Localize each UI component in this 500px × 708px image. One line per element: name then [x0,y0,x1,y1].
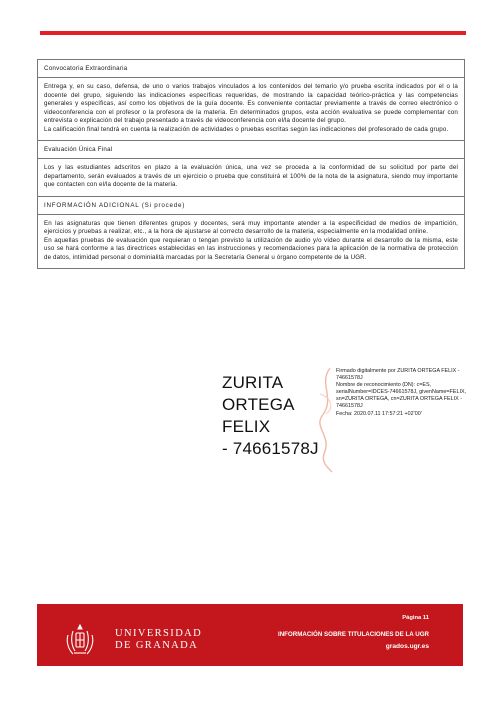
section-body-extraordinaria [38,78,464,141]
university-name-line: UNIVERSIDAD [115,628,203,639]
paragraph: La calificación final tendrá en cuenta la realización de actividades o pruebas escritas según las indicaciones del profesorado de cada grupo. [44,125,449,133]
header-rule [40,31,466,35]
footer-banner [37,604,463,666]
signature-name-line: ZURITA [222,373,284,392]
paragraph: Entrega y, en su caso, defensa, de uno o varios trabajos vinculados a los contenidos del temario y/o prueba escrita indicados por el o la docente del grupo, siguiendo las indicaciones específicas requeridas, de mostrando la capacidad teórico-práctica y las competencias generales y específicas, así como los objetivos de la guía docente. Es conveniente contactar previamente a través de correo electrónico o videoconferencia con el profesor o la profesora de la materia. En determinados grupos, esta acción evaluativa se puede complementar con entrevista o explicación del trabajo presentado a través de videoconferencia con el/la docente del grupo. [44,83,458,124]
section-heading-informacion-adicional: INFORMACIÓN ADICIONAL (Si procede) [38,197,464,215]
section-heading-extraordinaria: Convocatoria Extraordinaria [38,60,464,78]
section-heading-evaluacion-unica: Evaluación Única Final [38,141,464,159]
signature-meta-line: Fecha: 2020.07.11 17:57:21 +02'00' [336,410,422,417]
section-body-evaluacion-unica [38,159,464,197]
footer-url-link[interactable]: grados.ugr.es [385,643,429,650]
paragraph: Los y las estudiantes adscritos en plazo a la evaluación única, una vez se proceda a la conformidad de su solicitud por parte del departamento, serán evaluados a través de un ejercicio o prueba que constituirá el 100% de la nota de la asignatura, siendo muy importante que contacten con el/la docente de la materia. [44,164,458,188]
signature-meta-line: Nombre de reconocimiento (DN): c=ES, serialNumber=IDCES-74661578J, givenName=FELIX, sn=ZURITA ORTEGA, cn=ZURITA ORTEGA FELIX - 74661578J [336,382,468,410]
evaluation-table [37,59,465,269]
university-name-line: DE GRANADA [115,640,199,651]
university-name [115,628,202,652]
university-seal-icon [65,623,95,657]
signature-meta-line: Firmado digitalmente por ZURITA ORTEGA FELIX - 74661578J [336,368,462,382]
signature-name-line: ORTEGA FELIX [222,395,294,436]
paragraph: En aquellas pruebas de evaluación que requieran o tengan previsto la utilización de audio y/o vídeo durante el desarrollo de la misma, este uso se hará conforme a las directrices establecidas en las instrucciones y recomendaciones para la aplicación de la normativa de protección de datos, intimidad personal o dominialità marcadas por la Secretaría General u órgano competente de la UGR. [44,236,458,261]
signature-name-line: - 74661578J [222,439,319,458]
paragraph: En las asignaturas que tienen diferentes grupos y docentes, será muy importante atender a la especificidad de medios de impartición, ejercicios y pruebas a realizar, etc., a la hora de ajustarse al correcto desarrollo de la materia, especialmente en la modalidad online. [44,219,458,235]
section-body-informacion-adicional [38,215,464,269]
signature-metadata [336,368,468,418]
page-number: Página 11 [402,615,429,621]
footer-title: INFORMACIÓN SOBRE TITULACIONES DE LA UGR [277,631,429,638]
